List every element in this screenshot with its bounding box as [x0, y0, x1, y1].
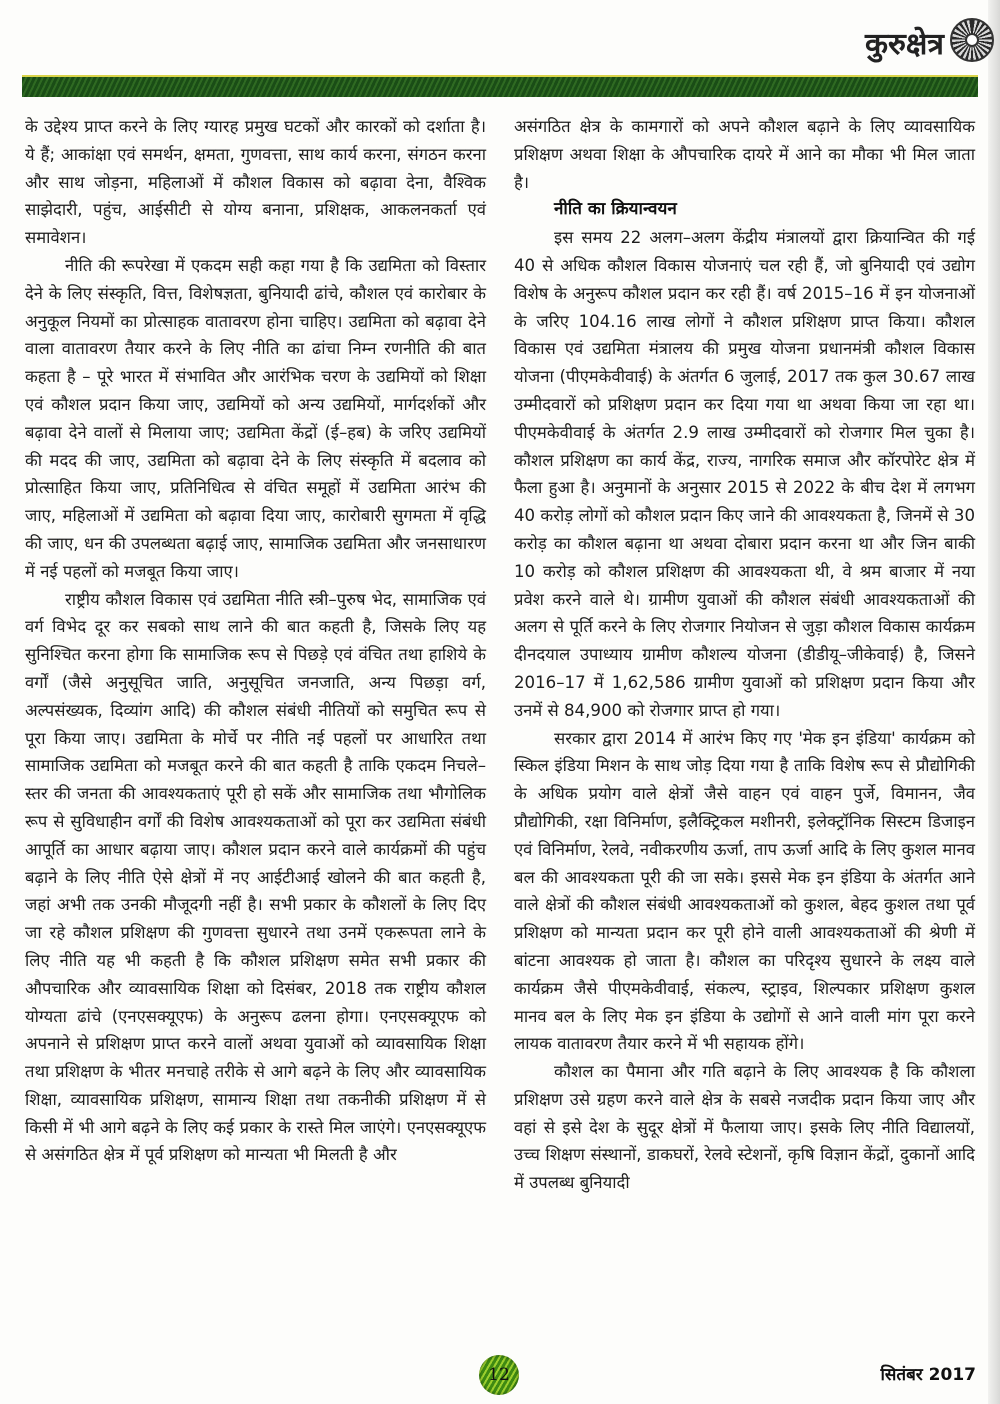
chakra-emblem-icon	[950, 18, 994, 62]
paragraph: सरकार द्वारा 2014 में आरंभ किए गए 'मेक इन इंडिया' कार्यक्रम को स्किल इंडिया मिशन के साथ जोड़ दिया गया है ताकि विशेष रूप से प्रौद्योगिकी के अधिक प्रयोग वाले क्षेत्रों जैसे वाहन एवं वाहन पुर्जे, विमानन, जैव प्रौद्योगिकी, रक्षा विनिर्माण, इलैक्ट्रिकल मशीनरी, इलेक्ट्रॉनिक सिस्टम डिजाइन एवं विनिर्माण, रेलवे, नवीकरणीय ऊर्जा, ताप ऊर्जा आदि के लिए कुशल मानव बल की आवश्यकता पूरी की जा सके। इससे मेक इन इंडिया के अंतर्गत आने वाले क्षेत्रों की कौशल संबंधी आवश्यकताओं को कुशल, बेहद कुशल तथा पूर्व प्रशिक्षण को मान्यता प्रदान कर पूरी होने वाली आवश्यकताओं की श्रेणी में बांटना आवश्यक हो जाता है। कौशल का परिदृश्य सुधारने के लक्ष्य वाले कार्यक्रम जैसे पीएमकेवीवाई, संकल्प, स्ट्राइव, शिल्पकार प्रशिक्षण कुशल मानव बल के लिए मेक इन इंडिया के उद्योगों से आने वाली मांग पूरा करने लायक वातावरण तैयार करने में भी सहायक होंगे।	[514, 728, 975, 1054]
paragraph: नीति की रूपरेखा में एकदम सही कहा गया है कि उद्यमिता को विस्तार देने के लिए संस्कृति, वित्त, विशेषज्ञता, बुनियादी ढांचे, कौशल एवं कारोबार के अनुकूल नियमों का प्रोत्साहक वातावरण होना चाहिए। उद्यमिता को बढ़ावा देने वाला वातावरण तैयार करने के लिए नीति का ढांचा निम्न रणनीति की बात कहता है – पूरे भारत में संभावित और आरंभिक चरण के उद्यमियों को शिक्षा एवं कौशल प्रदान किया जाए, उद्यमियों को अन्य उद्यमियों, मार्गदर्शकों और बढ़ावा देने वालों से मिलाया जाए; उद्यमिता केंद्रों (ई–हब) के जरिए उद्यमियों की मदद की जाए, उद्यमिता को बढ़ावा देने के लिए संस्कृति में बदलाव को प्रोत्साहित किया जाए, प्रतिनिधित्व से वंचित समूहों में उद्यमिता आरंभ की जाए, महिलाओं में उद्यमिता को बढ़ावा दिया जाए, कारोबारी सुगमता में वृद्धि की जाए, धन की उपलब्धता बढ़ाई जाए, सामाजिक उद्यमिता और जनसाधारण में नई पहलों को मजबूत किया जाए।	[25, 255, 486, 581]
paragraph: के उद्देश्य प्राप्त करने के लिए ग्यारह प्रमुख घटकों और कारकों को दर्शाता है। ये हैं; आकांक्षा एवं समर्थन, क्षमता, गुणवत्ता, साथ कार्य करना, संगठन करना और साथ जोड़ना, महिलाओं में कौशल विकास को बढ़ावा देना, वैश्विक साझेदारी, पहुंच, आईसीटी से योग्य बनाना, प्रशिक्षक, आकलनकर्ता एवं समावेशन।	[25, 117, 486, 248]
section-heading: नीति का क्रियान्वयन	[554, 199, 677, 220]
paragraph: कौशल का पैमाना और गति बढ़ाने के लिए आवश्यक है कि कौशला प्रशिक्षण उसे ग्रहण करने वाले क्षेत्र के सबसे नजदीक प्रदान किया जाए और वहां से इसे देश के सुदूर क्षेत्रों में फैलाया जाए। इसके लिए नीति विद्यालयों, उच्च शिक्षण संस्थानों, डाकघरों, रेलवे स्टेशनों, कृषि विज्ञान केंद्रों, दुकानों आदि में उपलब्ध बुनियादी	[514, 1062, 975, 1193]
page-edge-shadow	[988, 0, 1000, 1404]
paragraph: असंगठित क्षेत्र के कामगारों को अपने कौशल बढ़ाने के लिए व्यावसायिक प्रशिक्षण अथवा शिक्षा के औपचारिक दायरे में आने का मौका भी मिल जाता है।	[514, 117, 975, 192]
issue-date: सितंबर 2017	[880, 1365, 976, 1385]
left-column	[25, 113, 486, 1169]
magazine-title: कुरुक्षेत्र	[864, 27, 944, 62]
paragraph: इस समय 22 अलग–अलग केंद्रीय मंत्रालयों द्वारा क्रियान्वित की गई 40 से अधिक कौशल विकास योजनाएं चल रही हैं, जो बुनियादी एवं उद्योग विशेष के अनुरूप कौशल प्रदान कर रही हैं। वर्ष 2015–16 में इन योजनाओं के जरिए 104.16 लाख लोगों ने कौशल प्रशिक्षण प्राप्त किया। कौशल विकास एवं उद्यमिता मंत्रालय की प्रमुख योजना प्रधानमंत्री कौशल विकास योजना (पीएमकेवीवाई) के अंतर्गत 6 जुलाई, 2017 तक कुल 30.67 लाख उम्मीदवारों को प्रशिक्षण प्रदान कर दिया गया था अथवा किया जा रहा था। पीएमकेवीवाई के अंतर्गत 2.9 लाख उम्मीदवारों को रोजगार मिल चुका है। कौशल प्रशिक्षण का कार्य केंद्र, राज्य, नागरिक समाज और कॉरपोरेट क्षेत्र में फैला हुआ है। अनुमानों के अनुसार 2015 से 2022 के बीच देश में लगभग 40 करोड़ लोगों को कौशल प्रदान किए जाने की आवश्यकता है, जिनमें से 30 करोड़ का कौशल बढ़ाना था अथवा दोबारा प्रदान करना था और जिन बाकी 10 करोड़ को कौशल प्रशिक्षण की आवश्यकता थी, वे श्रम बाजार में नया प्रवेश करने वाले थे। ग्रामीण युवाओं की कौशल संबंधी आवश्यकताओं की अलग से पूर्ति करने के लिए रोजगार नियोजन से जुड़ा कौशल विकास कार्यक्रम दीनदयाल उपाध्याय ग्रामीण कौशल्य योजना (डीडीयू–जीकेवाई) है, जिसने 2016–17 में 1,62,586 ग्रामीण युवाओं को प्रशिक्षण प्रदान किया और उनमें से 84,900 को रोजगार प्राप्त हो गया।	[514, 228, 975, 720]
page-number-badge	[479, 1355, 519, 1395]
page-number: 12	[488, 1365, 510, 1385]
header-decorative-bar	[22, 75, 978, 97]
paragraph: राष्ट्रीय कौशल विकास एवं उद्यमिता नीति स्त्री–पुरुष भेद, सामाजिक एवं वर्ग विभेद दूर कर सबको साथ लाने की बात कहती है, जिसके लिए यह सुनिश्चित करना होगा कि सामाजिक रूप से पिछड़े एवं वंचित तथा हाशिये के वर्गों (जैसे अनुसूचित जाति, अनुसूचित जनजाति, अन्य पिछड़ा वर्ग, अल्पसंख्यक, दिव्यांग आदि) की कौशल संबंधी नीतियों को समुचित रूप से पूरा किया जाए। उद्यमिता के मोर्चे पर नीति नई पहलों पर आधारित तथा सामाजिक उद्यमिता को मजबूत करने की बात कहती है ताकि एकदम निचले–स्तर की जनता की आवश्यकताएं पूरी हो सकें और सामाजिक तथा भौगोलिक रूप से सुविधाहीन वर्गों की विशेष आवश्यकताओं को पूरा कर उद्यमिता संबंधी आपूर्ति का आधार बढ़ाया जाए। कौशल प्रदान करने वाले कार्यक्रमों की पहुंच बढ़ाने के लिए नीति ऐसे क्षेत्रों में नए आईटीआई खोलने की बात कहती है, जहां अभी तक उनकी मौजूदगी नहीं है। सभी प्रकार के कौशलों के लिए दिए जा रहे कौशल प्रशिक्षण की गुणवत्ता सुधारने तथा उनमें एकरूपता लाने के लिए नीति यह भी कहती है कि कौशल प्रशिक्षण समेत सभी प्रकार की औपचारिक और व्यावसायिक शिक्षा को दिसंबर, 2018 तक राष्ट्रीय कौशल योग्यता ढांचे (एनएसक्यूएफ) के अनुरूप ढलना होगा। एनएसक्यूएफ को अपनाने से प्रशिक्षण प्राप्त करने वालों अथवा युवाओं को व्यावसायिक शिक्षा तथा प्रशिक्षण के भीतर मनचाहे तरीके से आगे बढ़ने के लिए और व्यावसायिक शिक्षा, व्यावसायिक प्रशिक्षण, सामान्य शिक्षा तथा तकनीकी प्रशिक्षण में से किसी में भी आगे बढ़ने के लिए कई प्रकार के रास्ते मिल जाएंगे। एनएसक्यूएफ से असंगठित क्षेत्र में पूर्व प्रशिक्षण को मान्यता भी मिलती है और	[25, 589, 486, 1165]
right-column	[514, 113, 975, 1197]
